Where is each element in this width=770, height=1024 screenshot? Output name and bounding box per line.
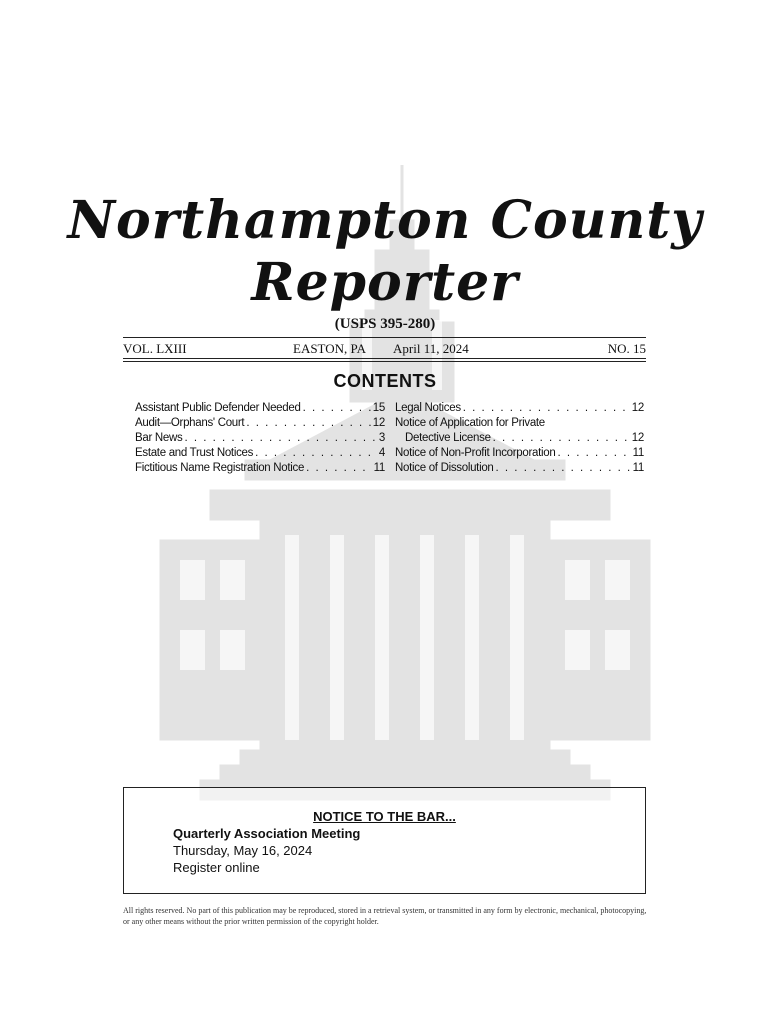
- contents-entry-title: Assistant Public Defender Needed: [135, 402, 301, 414]
- contents-entry-page: 15: [372, 402, 385, 414]
- dot-leader: [303, 401, 371, 416]
- contents-entry[interactable]: [135, 446, 385, 461]
- usps-number: (USPS 395-280): [334, 316, 436, 332]
- dot-leader: [493, 431, 630, 446]
- place-label: EASTON, PA: [293, 341, 366, 356]
- contents-entry[interactable]: [395, 431, 644, 446]
- notice-event-date: Thursday, May 16, 2024: [173, 843, 313, 858]
- contents-entry-title: Fictitious Name Registration Notice: [135, 462, 305, 474]
- notice-event-title: Quarterly Association Meeting: [173, 826, 361, 841]
- divider-rule: [123, 337, 646, 338]
- masthead-subtitle: Reporter: [251, 252, 519, 313]
- issue-number: NO. 15: [607, 341, 646, 356]
- contents-entry[interactable]: [135, 401, 385, 416]
- dot-leader: [246, 416, 370, 431]
- dot-leader: [463, 401, 630, 416]
- notice-register-text: Register online: [173, 860, 260, 875]
- contents-entry[interactable]: [395, 401, 644, 416]
- contents-entry-title: Legal Notices: [395, 402, 461, 414]
- contents-entry[interactable]: [135, 416, 385, 431]
- notice-heading: NOTICE TO THE BAR...: [313, 809, 456, 824]
- contents-heading: CONTENTS: [333, 371, 437, 391]
- dot-leader: [255, 446, 377, 461]
- contents-entry[interactable]: [395, 416, 644, 431]
- copyright-notice: All rights reserved. No part of this publication may be reproduced, stored in a retrieval system, or transmitted in any form by electronic, mechanical, photocopying, or any other means without the prior written permission of the copyright holder.: [123, 906, 647, 926]
- contents-entry[interactable]: [135, 431, 385, 446]
- contents-entry-title: Notice of Non-Profit Incorporation: [395, 447, 556, 459]
- contents-entry-page: 12: [372, 417, 385, 429]
- contents-entry-page: 4: [378, 447, 385, 459]
- contents-entry-page: 11: [632, 462, 644, 474]
- contents-left-column: [135, 401, 385, 476]
- contents-entry-title: Notice of Dissolution: [395, 462, 494, 474]
- masthead-title: Northampton County: [67, 190, 703, 251]
- contents-entry-title: Audit—Orphans' Court: [135, 417, 245, 429]
- issue-date: April 11, 2024: [393, 341, 469, 356]
- contents-entry-title: Bar News: [135, 432, 183, 444]
- contents-entry-title: Estate and Trust Notices: [135, 447, 254, 459]
- issue-info-bar: [123, 341, 646, 357]
- contents-entry-page: 11: [632, 447, 644, 459]
- contents-entry-page: 11: [373, 462, 385, 474]
- dot-leader: [496, 461, 631, 476]
- contents-entry-page: 3: [378, 432, 385, 444]
- divider-rule: [123, 358, 646, 359]
- contents-entry-page: 12: [631, 432, 644, 444]
- contents-entry-page: 12: [631, 402, 644, 414]
- contents-entry[interactable]: [395, 461, 644, 476]
- volume-label: VOL. LXIII: [123, 341, 187, 356]
- contents-entry-title: Notice of Application for Private: [395, 417, 545, 429]
- dot-leader: [306, 461, 372, 476]
- dot-leader: [557, 446, 630, 461]
- divider-rule: [123, 361, 646, 362]
- contents-right-column: [395, 401, 644, 476]
- notice-box: [123, 787, 646, 894]
- contents-entry[interactable]: [395, 446, 644, 461]
- dot-leader: [184, 431, 376, 446]
- contents-entry[interactable]: [135, 461, 385, 476]
- contents-entry-title: Detective License: [405, 432, 491, 444]
